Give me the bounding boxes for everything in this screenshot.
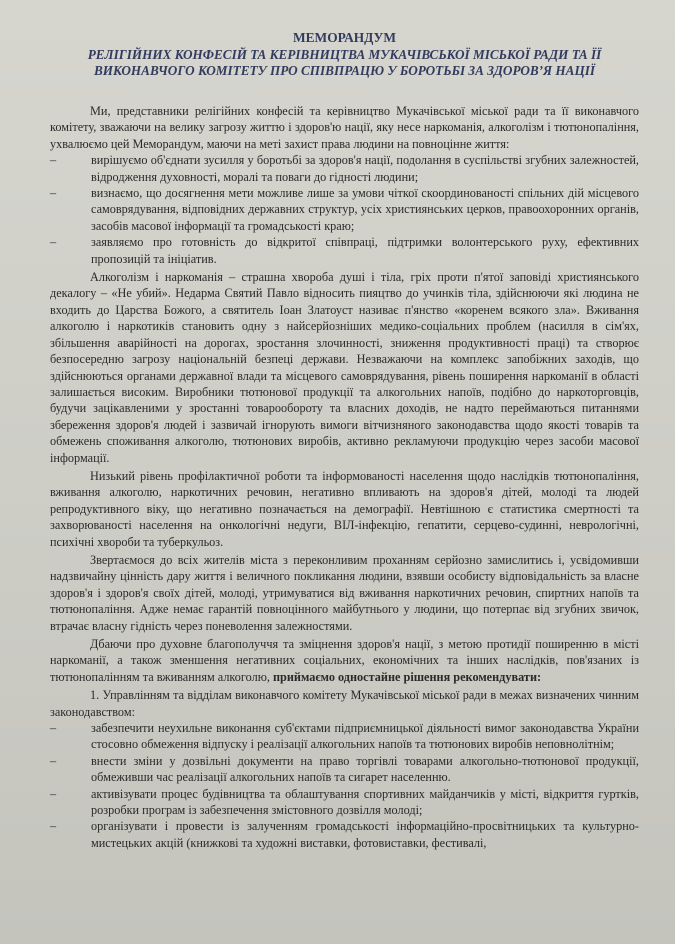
decision-bold-text: приймаємо одностайне рішення рекомендувати: xyxy=(272,669,542,684)
prevention-paragraph: Низький рівень профілактичної роботи та інформованості населення щодо наслідків тютюнопаління, вживання алкоголю, наркотичних речовин, негативно впливають на здоров'я дітей, молоді та людей репродуктивного віку, що негативно позначається на демографії. Невтішною є статистика смертності та захворюваності населення на онкологічні недуги, ВІЛ-інфекцію, гепатити, серцево-судинні, неврологічні, психічні хвороби та туберкульоз. xyxy=(50,468,639,549)
document-title: МЕМОРАНДУМ xyxy=(292,30,397,45)
appeal-paragraph: Звертаємося до всіх жителів міста з переконливим проханням серйозно замислитись і, усвідомивши надзвичайну цінність дару життя і величного покликання людини, взявши особисту відповідальність за власне здоров'я і здоров'я своїх дітей, молоді, утримуватися від вживання наркотичних речовин, спиртних напоїв та тютюнопаління. Адже немає гарантій повноцінного майбутнього у людини, що потерпає від згубних звичок, втрачає власну гідність через поневолення залежностями. xyxy=(50,552,639,633)
document-body xyxy=(50,103,639,851)
point-1-list-item: – забезпечити неухильне виконання суб'єктами підприємницької діяльності вимог законодавства України стосовно обмеження відпуску і реалізації алкогольних напоїв та тютюнових виробів неповнолітнім; xyxy=(50,720,639,753)
point-1-list-item: – організувати і провести із залученням громадськості інформаційно-просвітницьких та культурно-мистецьких акцій (книжкові та художні виставки, фотовиставки, фестивалі, xyxy=(50,818,639,851)
point-1-list-item: – активізувати процес будівництва та облаштування спортивних майданчиків у місті, відкриття гуртків, розробки програм із забезпечення змістовного дозвілля молоді; xyxy=(50,786,639,819)
point-1-heading: 1. Управлінням та відділам виконавчого комітету Мукачівської міської ради в межах визначених чинним законодавством: xyxy=(50,688,639,719)
document-subtitle-line-2: ВИКОНАВЧОГО КОМІТЕТУ ПРО СПІВПРАЦЮ У БОРОТЬБІ ЗА ЗДОРОВ’Я НАЦІЇ xyxy=(93,63,595,78)
document-subtitle-line-1: РЕЛІГІЙНИХ КОНФЕСІЙ ТА КЕРІВНИЦТВА МУКАЧІВСЬКОЇ МІСЬКОЇ РАДИ ТА ЇЇ xyxy=(87,47,602,62)
decision-text: Дбаючи про духовне благополуччя та зміцнення здоров'я нації, з метою протидії поширенню в місті наркоманії, а також зменшення негативних соціальних, економічних та інших наслідків, пов'язаних із тютюнопалінням та вживанням алкоголю, xyxy=(50,637,639,684)
alcoholism-paragraph: Алкоголізм і наркоманія – страшна хвороба душі і тіла, гріх проти п'ятої заповіді християнського декалогу – «Не убий». Недарма Святий Павло відносить пияцтво до учинків тіла, здійснюючи які людина не входить до Царства Божого, а святитель Іоан Златоуст називає п'янство «коренем всякого зла». Вживання алкоголю і наркотиків становить одну з найсерйозніших медико-соціальних проблем (насилля в сім'ях, збільшення аварійності на дорогах, зростання злочинності, зниження продуктивності праці) та створює безпосередню загрозу національній безпеці держави. Незважаючи на комплекс запобіжних заходів, що здійснюються органами державної влади та місцевого самоврядування, рівень поширення наркоманії в області залишається високим. Виробники тютюнової продукції та алкогольних напоїв, подібно до наркоторговців, будучи зацікавленими у зростанні товарообороту та власних доходів, не надто переймаються питаннями збереження здоров'я людей і зазвичай ігнорують вимоги вітчизняного законодавства щодо якості товарів та обмежень споживання алкоголю, тютюнових виробів, активно рекламуючи продукцію через засоби масової інформації. xyxy=(50,270,639,465)
intro-list-item: – вирішуємо об'єднати зусилля у боротьбі за здоров'я нації, подолання в суспільстві згубних залежностей, відродження духовності, моралі та поваги до гідності людини; xyxy=(50,152,639,185)
intro-list xyxy=(50,152,639,267)
point-1-list-item: – внести зміни у дозвільні документи на право торгівлі товарами алкогольно-тютюнової продукції, обмеживши час реалізації алкогольних напоїв та сигарет населенню. xyxy=(50,753,639,786)
intro-list-item: – визнаємо, що досягнення мети можливе лише за умови чіткої скоординованості спільних дій місцевого самоврядування, відповідних державних структур, усіх християнських церков, правоохоронних органів, засобів масової інформації та громадськості краю; xyxy=(50,185,639,234)
decision-paragraph xyxy=(50,636,639,685)
intro-paragraph: Ми, представники релігійних конфесій та керівництво Мукачівської міської ради та її виконавчого комітету, зважаючи на велику загрозу життю і здоров'ю нації, яку несе наркоманія, алкоголізм і тютюнопаління, ухвалюємо цей Меморандум, маючи на меті захист права людини на повноцінне життя: xyxy=(50,104,639,151)
point-1-list xyxy=(50,720,639,851)
intro-list-item: – заявляємо про готовність до відкритої співпраці, підтримки волонтерського руху, ефективних пропозицій та ініціатив. xyxy=(50,234,639,267)
